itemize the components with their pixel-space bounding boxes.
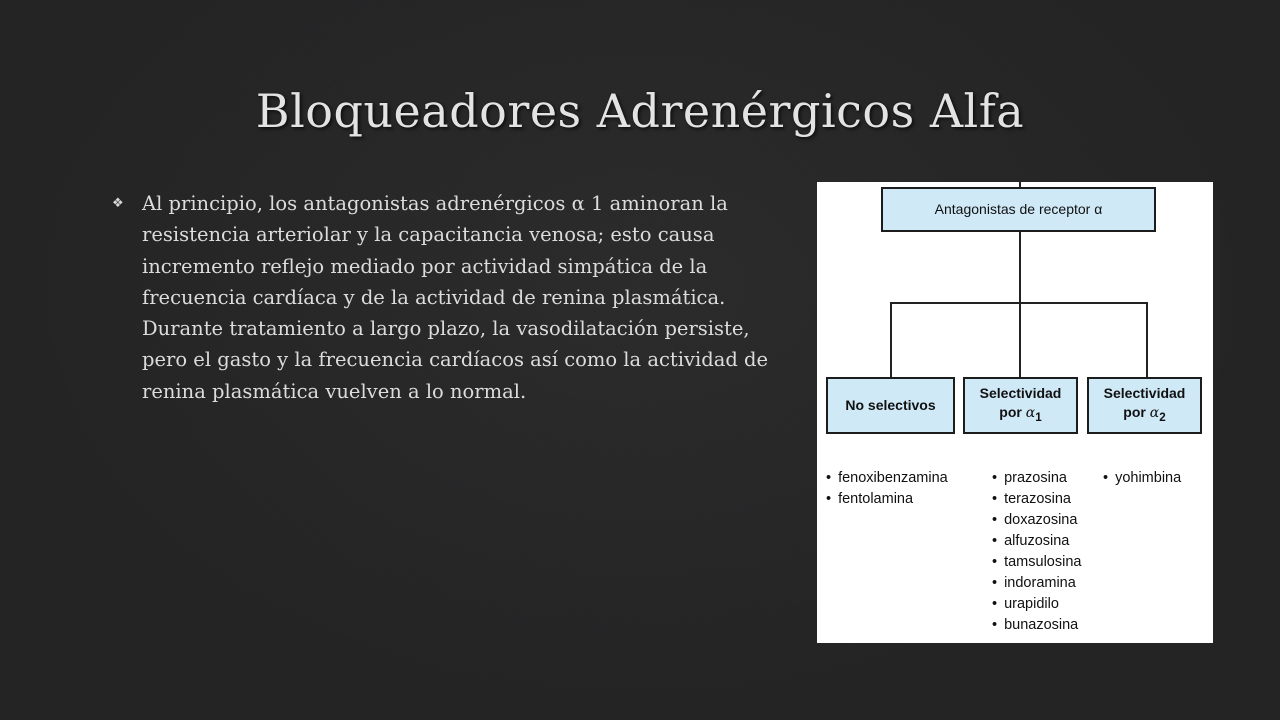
alpha-symbol: α xyxy=(1149,405,1160,422)
connector-right xyxy=(1146,302,1148,377)
list-item: • fentolamina xyxy=(826,489,948,510)
list-item: • doxazosina xyxy=(992,510,1081,531)
connector-left xyxy=(890,302,892,377)
body-paragraph: Al principio, los antagonistas adrenérgicos α 1 aminoran la resistencia arteriolar y la capacitancia venosa; esto causa incremento reflejo mediado por actividad simpática de la frecuencia cardíaca y de la actividad de renina plasmática. Durante tratamiento a largo plazo, la vasodilatación persiste, pero el gasto y la frecuencia cardíacos así como la actividad de renina plasmática vuelven a lo normal. xyxy=(142,192,769,403)
list-item: • yohimbina xyxy=(1103,468,1181,489)
alpha-symbol: α xyxy=(1025,405,1036,422)
diamond-bullet-icon: ❖ xyxy=(112,196,124,211)
category-label: Selectividad xyxy=(1103,385,1186,402)
category-label-prefix: por xyxy=(999,404,1026,421)
list-item: • alfuzosina xyxy=(992,531,1081,552)
slide-title: Bloqueadores Adrenérgicos Alfa xyxy=(255,84,1025,138)
root-box xyxy=(881,187,1156,232)
drug-list-alpha1 xyxy=(992,468,1081,636)
slide-body xyxy=(112,188,792,407)
list-item: • bunazosina xyxy=(992,615,1081,636)
connector-root-down xyxy=(1019,230,1021,302)
category-label: Selectividad xyxy=(979,385,1062,402)
category-box-nonselective xyxy=(826,377,955,434)
list-item: • tamsulosina xyxy=(992,552,1081,573)
drug-list-nonselective xyxy=(826,468,948,510)
list-item: • fenoxibenzamina xyxy=(826,468,948,489)
category-label-prefix: por xyxy=(1123,404,1150,421)
root-label: Antagonistas de receptor α xyxy=(934,201,1103,217)
category-box-alpha2 xyxy=(1087,377,1202,434)
list-item: • urapidilo xyxy=(992,594,1081,615)
drug-list-alpha2 xyxy=(1103,468,1181,489)
category-box-alpha1 xyxy=(963,377,1078,434)
category-label: No selectivos xyxy=(845,397,936,413)
alpha-subscript: 1 xyxy=(1035,410,1042,424)
list-item: • prazosina xyxy=(992,468,1081,489)
connector-middle xyxy=(1019,302,1021,377)
classification-diagram xyxy=(817,182,1213,643)
list-item: • terazosina xyxy=(992,489,1081,510)
alpha-subscript: 2 xyxy=(1159,410,1166,424)
list-item: • indoramina xyxy=(992,573,1081,594)
